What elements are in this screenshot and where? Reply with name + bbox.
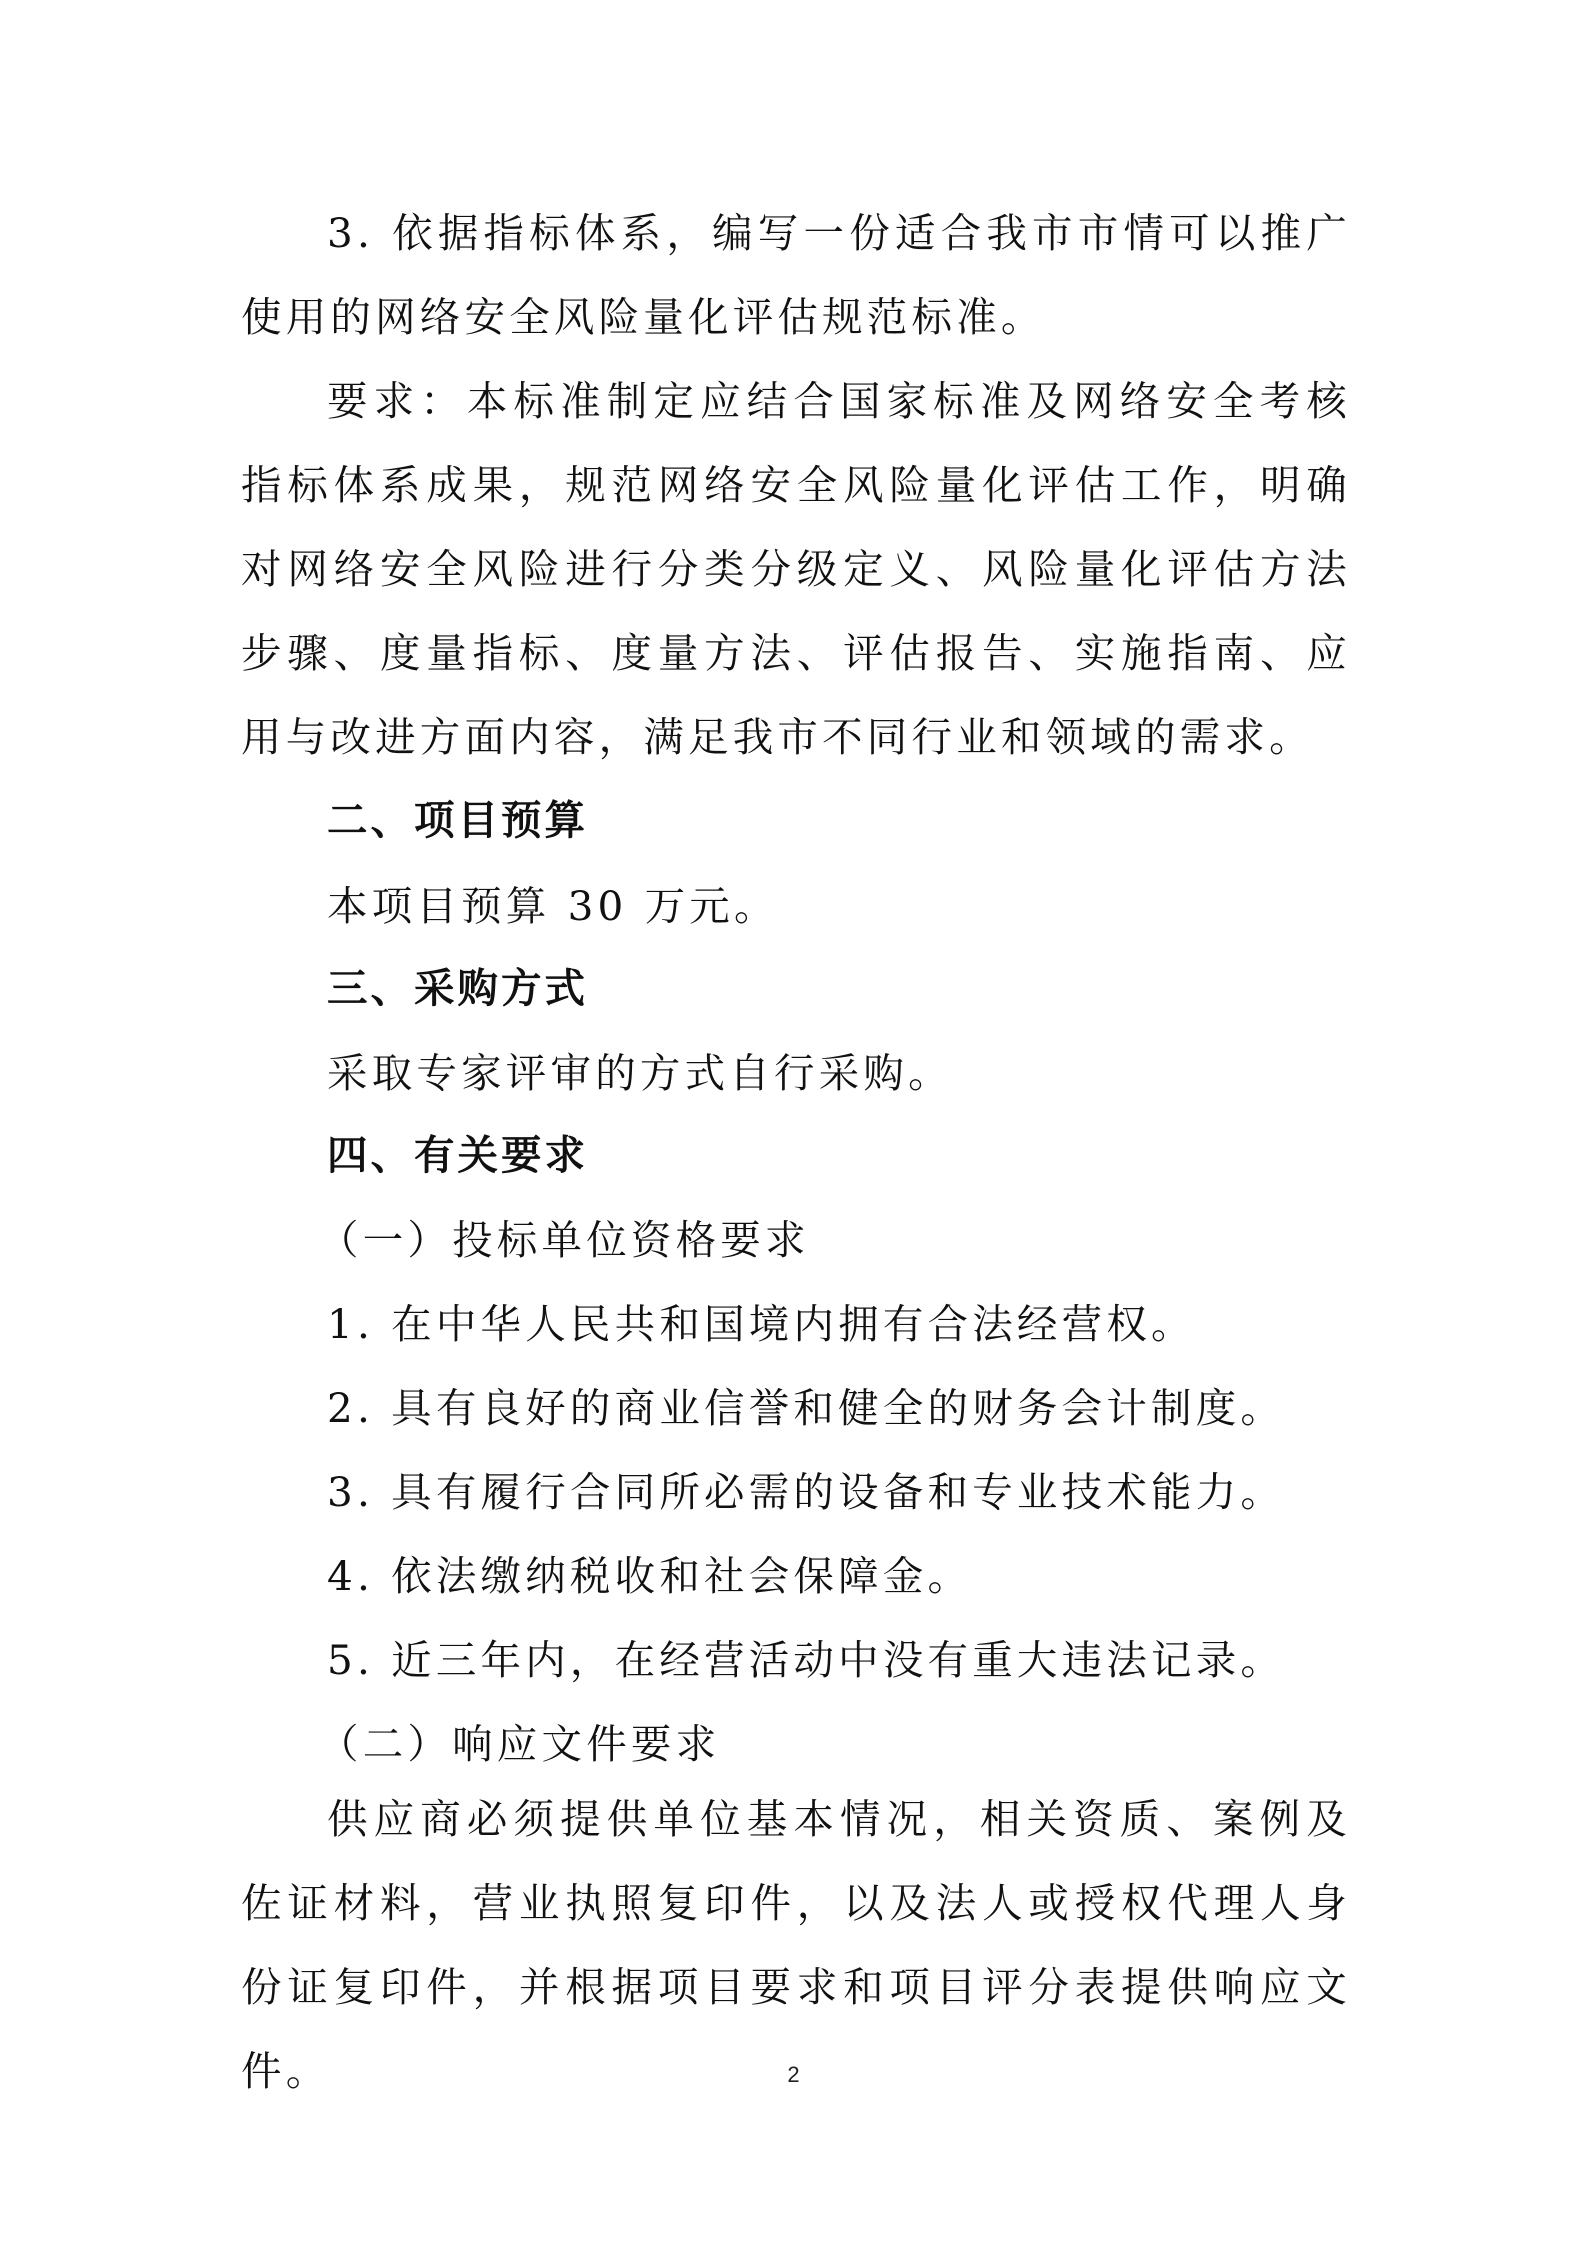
- qualification-item-2: 2. 具有良好的商业信誉和健全的财务会计制度。: [327, 1384, 1286, 1432]
- procurement-text: 采取专家评审的方式自行采购。: [327, 1049, 953, 1097]
- paragraph-response: 供应商必须提供单位基本情况，相关资质、案例及佐证材料，营业执照复印件，以及法人或授权代理人身份证复印件，并根据项目要求和项目评分表提供响应文件。: [241, 1795, 1351, 2095]
- subheading-qualifications: （一）投标单位资格要求: [318, 1216, 810, 1264]
- section-heading-procurement: 三、采购方式: [327, 964, 588, 1012]
- qualification-item-4: 4. 依法缴纳税收和社会保障金。: [327, 1552, 973, 1600]
- section-heading-budget: 二、项目预算: [327, 796, 588, 844]
- page-number: 2: [787, 2062, 800, 2087]
- qualification-item-1: 1. 在中华人民共和国境内拥有合法经营权。: [327, 1300, 1196, 1348]
- section-heading-requirements: 四、有关要求: [327, 1131, 588, 1179]
- paragraph-standard: 3. 依据指标体系，编写一份适合我市市情可以推广使用的网络安全风险量化评估规范标准。: [241, 209, 1351, 341]
- qualification-item-5: 5. 近三年内，在经营活动中没有重大违法记录。: [327, 1636, 1286, 1684]
- budget-text: 本项目预算 30 万元。: [327, 882, 779, 930]
- paragraph-requirements: 要求：本标准制定应结合国家标准及网络安全考核指标体系成果，规范网络安全风险量化评估工作，明确对网络安全风险进行分类分级定义、风险量化评估方法步骤、度量指标、度量方法、评估报告、实施指南、应用与改进方面内容，满足我市不同行业和领域的需求。: [241, 377, 1351, 761]
- qualification-item-3: 3. 具有履行合同所必需的设备和专业技术能力。: [327, 1468, 1286, 1516]
- subheading-response-documents: （二）响应文件要求: [318, 1720, 721, 1768]
